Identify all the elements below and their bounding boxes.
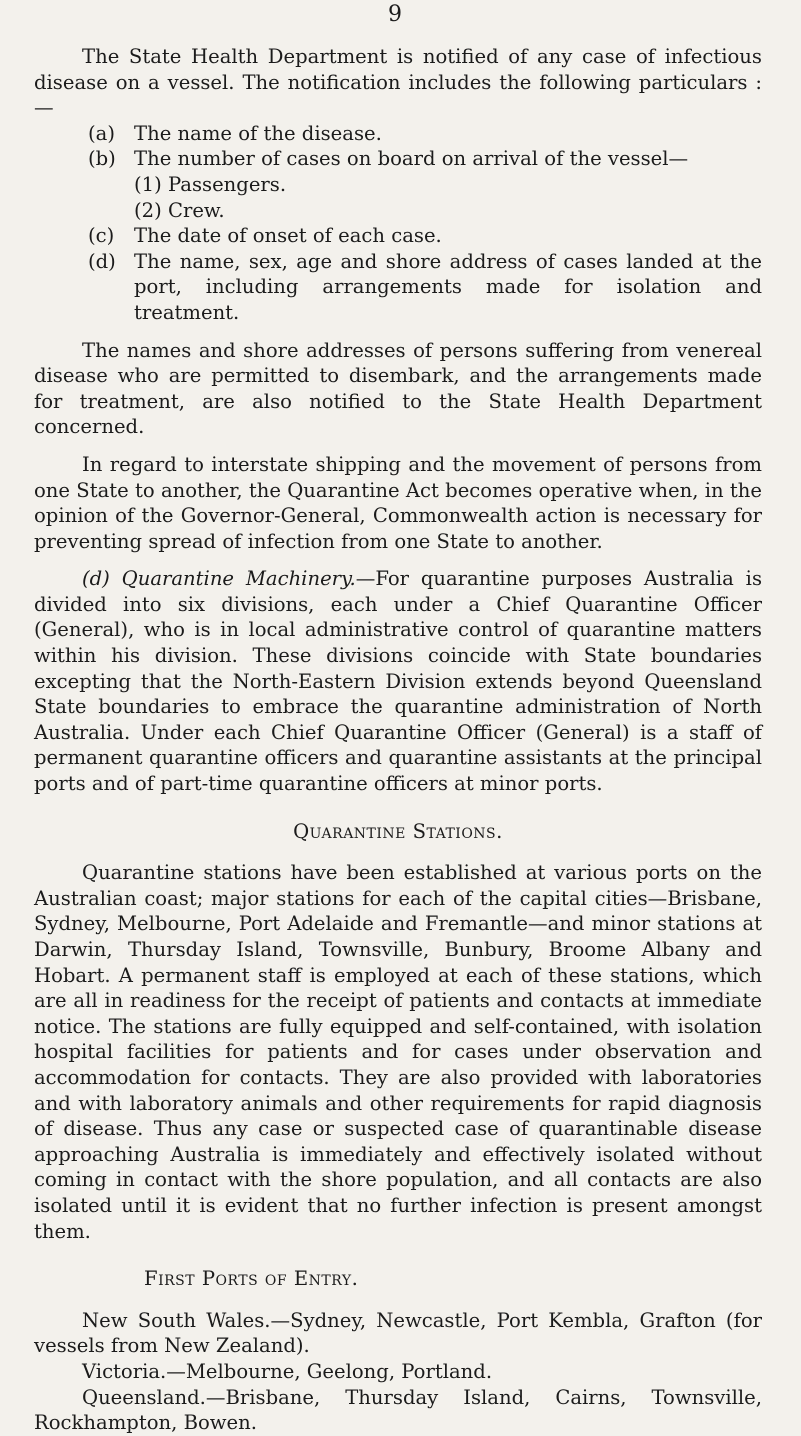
- ports-queensland: Queensland.—Brisbane, Thursday Island, Cairns, Townsville, Rockhampton, Bowen.: [34, 1385, 762, 1435]
- sub-item: (2) Crew.: [134, 198, 225, 222]
- list-item: [34, 146, 762, 172]
- item-label: (b): [88, 147, 116, 171]
- list-item: [34, 121, 762, 147]
- list-item: [34, 223, 762, 249]
- ports-nsw: New South Wales.—Sydney, Newcastle, Port Kembla, Grafton (for vessels from New Zealand).: [34, 1308, 762, 1358]
- interstate-paragraph: In regard to interstate shipping and the movement of persons from one State to another, the Quarantine Act becomes operative when, in the opinion of the Governor-General, Commonwealth action is necessary for preventing spread of infection from one State to another.: [34, 452, 762, 553]
- sub-item: (1) Passengers.: [134, 172, 287, 196]
- machinery-paragraph: [34, 566, 762, 796]
- heading-text: Quarantine Stations.: [293, 819, 503, 843]
- stations-paragraph: Quarantine stations have been established at various ports on the Australian coast; major stations for each of the capital cities—Brisbane, Sydney, Melbourne, Port Adelaide and Fremantle—and minor stations at Darwin, Thursday Island, Townsville, Bunbury, Broome Albany and Hobart. A permanent staff is employed at each of these stations, which are all in readiness for the receipt of patients and contacts at immediate notice. The stations are fully equipped and self-contained, with isolation hospital facilities for patients and for cases under observation and accommodation for contacts. They are also provided with laboratories and with laboratory animals and other requirements for rapid diagnosis of disease. Thus any case or suspected case of quarantinable disease approaching Australia is immediately and effectively isolated without coming in contact with the shore population, and all contacts are also isolated until it is evident that no further infection is present amongst them.: [34, 861, 762, 1243]
- item-label: (c): [88, 224, 115, 248]
- page-number: 9: [388, 2, 402, 27]
- machinery-label: (d) Quarantine Machinery.: [82, 567, 356, 591]
- list-item: [34, 249, 762, 326]
- ports-victoria: Victoria.—Melbourne, Geelong, Portland.: [82, 1359, 493, 1383]
- item-text: The name, sex, age and shore address of cases landed at the port, including arrangements made for isolation and treatment.: [134, 249, 762, 324]
- page-body: [34, 44, 762, 1436]
- item-text: The number of cases on board on arrival of the vessel—: [134, 147, 689, 171]
- intro-paragraph: The State Health Department is notified of any case of infectious disease on a vessel. The notification includes the following particulars :—: [34, 45, 762, 120]
- heading-text: First Ports of Entry.: [144, 1267, 359, 1291]
- item-text: The date of onset of each case.: [134, 224, 442, 248]
- item-label: (d): [88, 249, 116, 273]
- venereal-paragraph: The names and shore addresses of persons suffering from venereal disease who are permitted to disembark, and the arrangements made for treatment, are also notified to the State Health Department concerned.: [34, 338, 762, 439]
- item-label: (a): [88, 121, 115, 145]
- machinery-text: —For quarantine purposes Australia is divided into six divisions, each under a Chief Quarantine Officer (General), who is in local administrative control of quarantine matters within his division. These divisions coincide with State boundaries excepting that the North-Eastern Division extends beyond Queensland State boundaries to embrace the quarantine administration of North Australia. Under each Chief Quarantine Officer (General) is a staff of permanent quarantine officers and quarantine assistants at the principal ports and of part-time quarantine officers at minor ports.: [34, 567, 762, 796]
- item-text: The name of the disease.: [134, 121, 382, 145]
- heading-quarantine-stations: [34, 819, 762, 845]
- particulars-list: [34, 121, 762, 326]
- heading-first-ports: [144, 1266, 762, 1292]
